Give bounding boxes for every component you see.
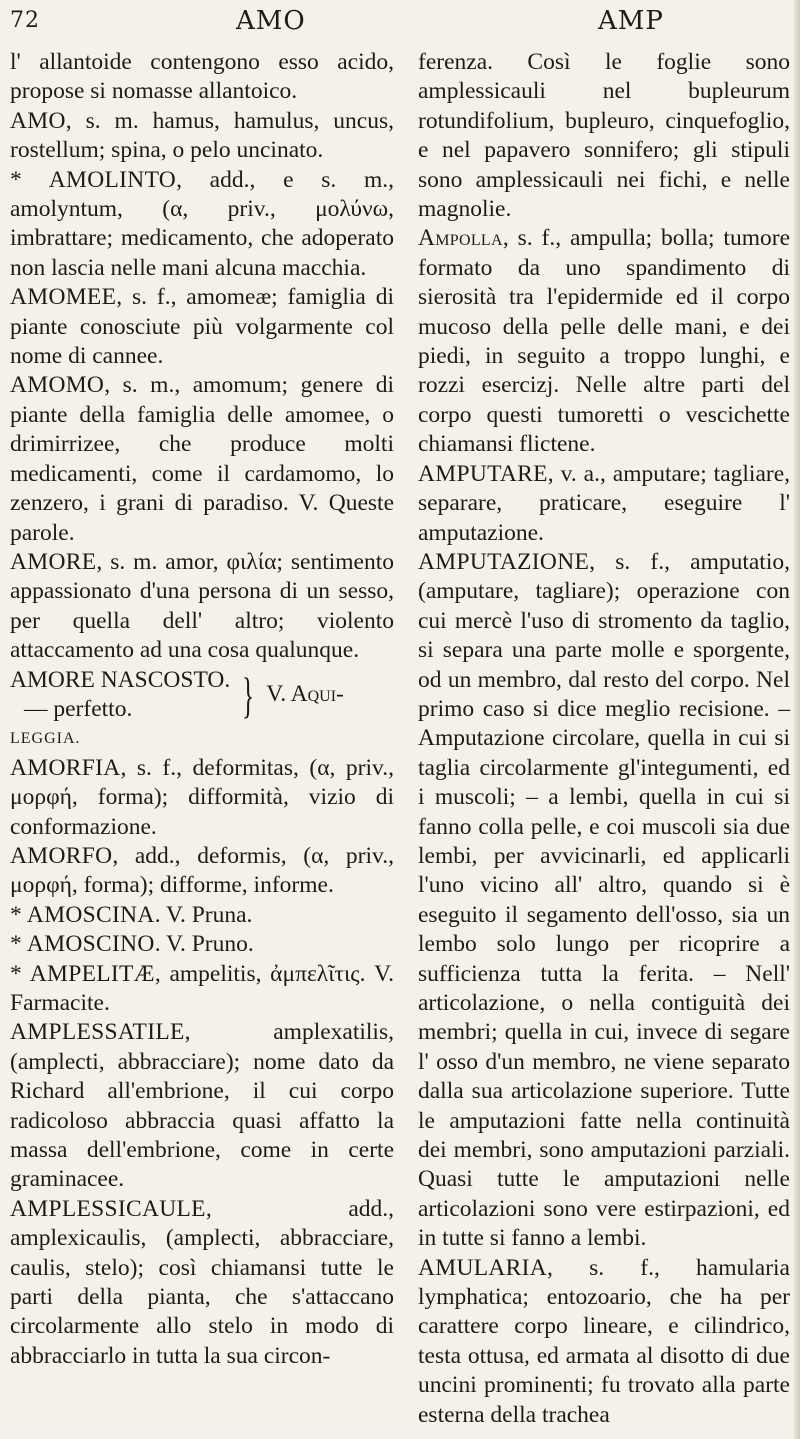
entry-amore-nascosto bbox=[10, 666, 394, 725]
entry-ampolla: Ampolla, s. f., ampulla; bolla; tumore formato da uno spandimento di sierosità tra l'epidermide ed il corpo mucoso della pelle delle mani, e dei piedi, in seguito a troppo lunghi, e rozzi esercizj. Nelle altre parti del corpo questi tumoretti o vescichette chiamansi flictene. bbox=[418, 225, 790, 458]
entry-amputare: AMPUTARE, v. a., amputare; tagliare, separare, praticare, eseguire l' amputazione. bbox=[418, 460, 790, 546]
headword-amore-nascosto: AMORE NASCOSTO. bbox=[10, 666, 231, 693]
entry-amolinto: * AMOLINTO, add., e s. m., amolyntum, (α, priv., μολύνω, imbrattare; medicamento, che adoperato non lascia nelle mani alcuna macchia. bbox=[10, 166, 395, 281]
cross-reference: V. Aqui- bbox=[266, 681, 344, 708]
entry-amo: AMO, s. m. hamus, hamulus, uncus, rostellum; spina, o pelo uncinato. bbox=[10, 107, 394, 164]
entry-amorfia: AMORFIA, s. f., deformitas, (α, priv., μορφή, forma); difformità, vizio di conformazione. bbox=[10, 754, 394, 840]
page-edge bbox=[794, 0, 800, 1439]
running-head-left: AMO bbox=[236, 6, 306, 36]
page-header bbox=[0, 4, 800, 44]
entry-ampelitae: * AMPELITÆ, ampelitis, ἀμπελῖτις. V. Farmacite. bbox=[10, 960, 394, 1016]
entry-amplessatile: AMPLESSATILE, amplexatilis, (amplecti, abbracciare); nome dato da Richard all'embrione, il cui corpo radicoloso abbraccia quasi affatto la massa dell'embrione, come in certe graminacee. bbox=[10, 1019, 394, 1193]
entry-continuation: l' allantoide contengono esso acido, propose si nomasse allantoico. bbox=[10, 49, 394, 105]
brace-symbol: } bbox=[242, 666, 255, 723]
page-number: 72 bbox=[10, 8, 40, 33]
entry-amoscino: * AMOSCINO. V. Pruno. bbox=[10, 931, 254, 958]
entry-amomo: AMOMO, s. m., amomum; genere di piante della famiglia delle amomee, o drimirrizee, che produce molti medicamenti, come il cardamomo, lo zenzero, i grani di paradiso. V. Queste parole. bbox=[10, 372, 394, 546]
left-column bbox=[10, 48, 394, 1433]
entry-amputazione: AMPUTAZIONE, s. f., amputatio, (amputare, tagliare); operazione con cui mercè l'uso di stromento da taglio, si separa una parte molle e sporgente, od un membro, dal resto del corpo. Nel primo caso si dice meglio recisione. – Amputazione circolare, quella in cui si taglia circolarmente gl'integumenti, ed i muscoli; – a lembi, quella in cui si fanno colla pelle, e coi muscoli sia due lembi, per avvicinarli, ed applicarli l'uno vicino all' altro, quando si è eseguito il segamento dell'osso, sia un lembo solo lungo per ricoprire a sufficienza tutta la ferita. – Nell' articolazione, o nella contiguità dei membri; quella in cui, invece di segare l' osso d'un membro, ne viene separato dalla sua articolazione superiore. Tutte le amputazioni fatte nella continuità dei membri, sono amputazioni parziali. Quasi tutte le amputazioni nelle articolazioni sono vere estirpazioni, ed in tutte si fanno a lembi. bbox=[418, 548, 790, 1252]
headword-perfetto: — perfetto. bbox=[24, 695, 133, 722]
entry-amplessicaule: AMPLESSICAULE, add., amplexicaulis, (amplecti, abbracciare, caulis, stelo); così chiamansi tutte le parti della pianta, che s'attaccano circolarmente allo stelo in modo di abbracciarlo in tutta la sua circon- bbox=[10, 1195, 394, 1369]
entry-amomee: AMOMEE, s. f., amomeæ; famiglia di piante conosciute più volgarmente col nome di cannee. bbox=[10, 284, 394, 370]
entry-continuation: ferenza. Così le foglie sono amplessicauli nel bupleurum rotundifolium, bupleuro, cinquefoglio, e nel papavero sonnifero; gli stipuli sono amplessicauli nei fichi, e nelle magnolie. bbox=[418, 49, 790, 223]
entry-amularia: AMULARIA, s. f., hamularia lymphatica; entozoario, che ha per carattere corpo lineare, e cilindrico, testa ottusa, ed armata al disotto di due uncini prominenti; fu trovato alla parte esterna della trachea bbox=[418, 1254, 790, 1428]
entry-amore: AMORE, s. m. amor, φιλία; sentimento appassionato d'una persona di un sesso, per quella dell' altro; violento attaccamento ad una cosa qualunque. bbox=[10, 548, 394, 664]
entry-amoscina: * AMOSCINA. V. Pruna. bbox=[10, 901, 253, 928]
right-column bbox=[418, 48, 790, 1433]
running-head-right: AMP bbox=[598, 6, 664, 36]
entry-amorfo: AMORFO, add., deformis, (α, priv., μορφή, forma); difforme, informe. bbox=[10, 842, 394, 899]
cross-reference-continuation: LEGGIA. bbox=[10, 730, 81, 748]
